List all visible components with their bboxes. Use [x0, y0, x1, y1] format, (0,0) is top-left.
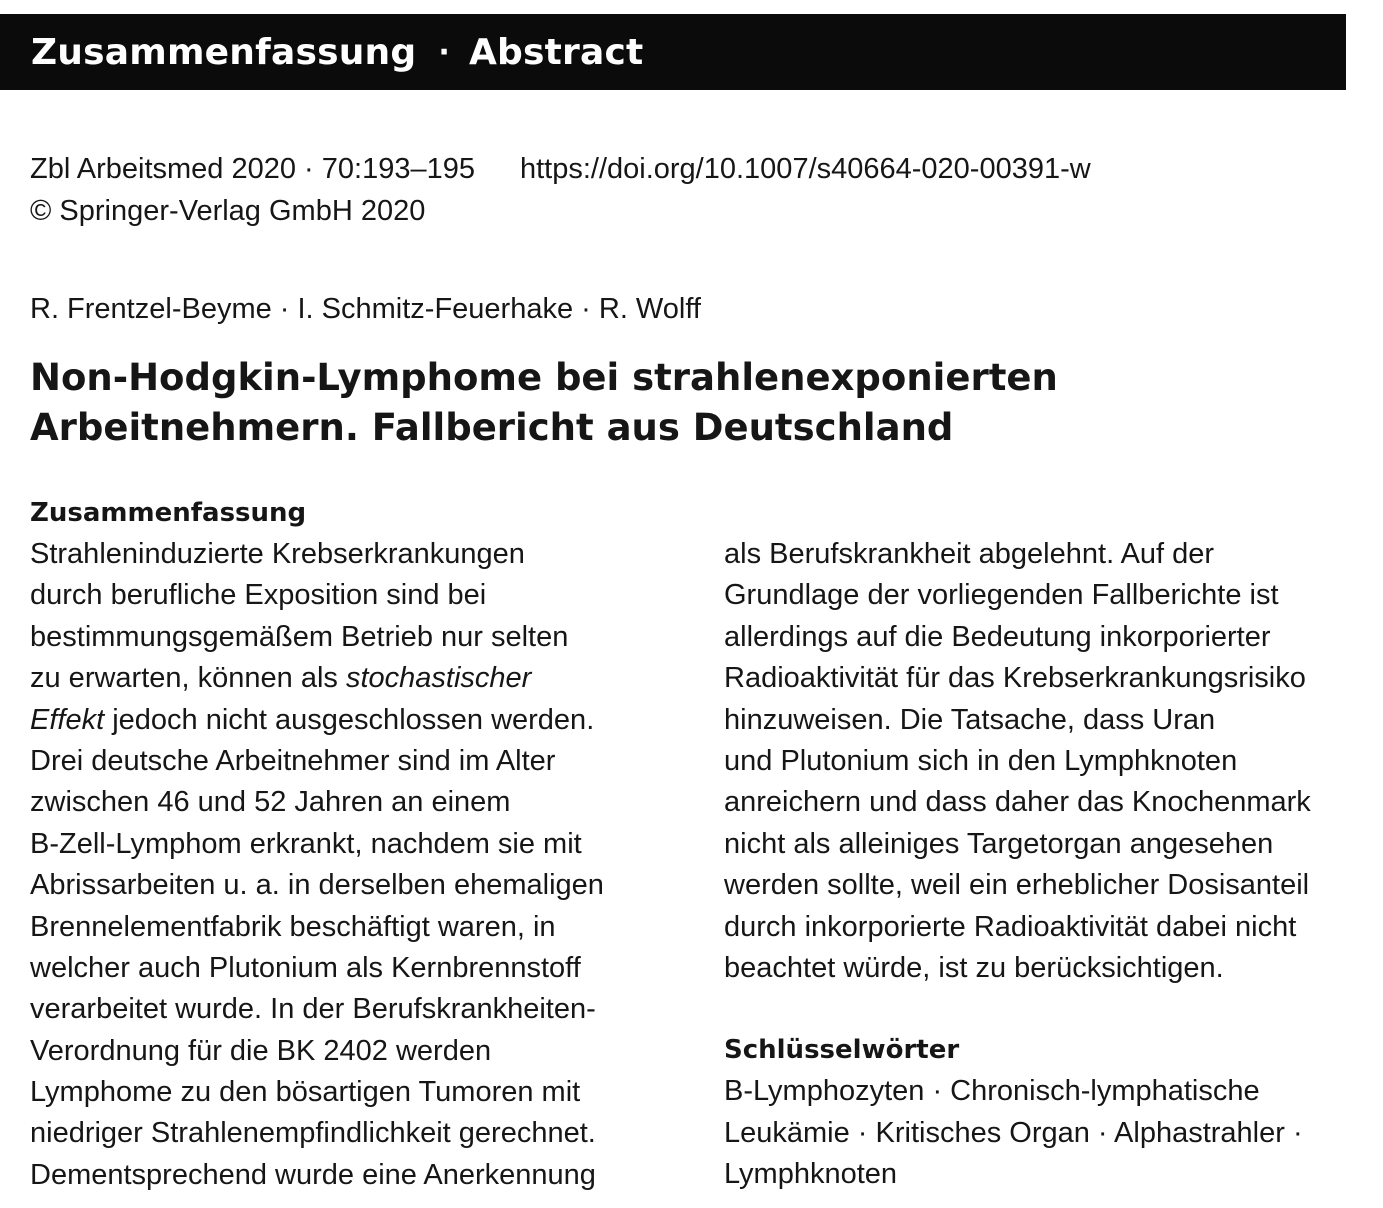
italic-term: stochastischer — [345, 662, 532, 695]
abstract-column-left — [30, 493, 670, 1196]
summary-line — [30, 700, 670, 741]
summary-line: Lymphome zu den bösartigen Tumoren mit — [30, 1076, 581, 1109]
summary-line: Drei deutsche Arbeitnehmer sind im Alter — [30, 744, 556, 777]
keywords-line: Leukämie · Kritisches Organ · Alphastrahler · — [724, 1116, 1303, 1149]
copyright: © Springer-Verlag GmbH 2020 — [30, 195, 426, 227]
banner-separator: · — [438, 34, 450, 70]
summary-line: Dementsprechend wurde eine Anerkennung — [30, 1158, 596, 1191]
summary-text: jedoch nicht ausgeschlossen werden. — [112, 703, 595, 736]
italic-term: Effekt — [30, 703, 105, 736]
title-line-2: Arbeitnehmern. Fallbericht aus Deutschland — [30, 406, 954, 449]
summary-line: beachtet würde, ist zu berücksichtigen. — [724, 951, 1224, 984]
summary-line: verarbeitet wurde. In der Berufskrankheiten- — [30, 993, 596, 1026]
summary-line: nicht als alleiniges Targetorgan angesehen — [724, 827, 1274, 860]
summary-line: Abrissarbeiten u. a. in derselben ehemaligen — [30, 869, 604, 902]
banner-zusammenfassung: Zusammenfassung — [31, 31, 417, 73]
summary-line: werden sollte, weil ein erheblicher Dosisanteil — [724, 869, 1310, 902]
summary-line: durch inkorporierte Radioaktivität dabei nicht — [724, 910, 1297, 943]
doi-link[interactable]: https://doi.org/10.1007/s40664-020-00391-w — [519, 153, 1091, 185]
summary-line: durch berufliche Exposition sind bei — [30, 579, 487, 612]
summary-line: allerdings auf die Bedeutung inkorporierter — [724, 620, 1271, 653]
summary-line: Verordnung für die BK 2402 werden — [30, 1034, 492, 1067]
journal-citation: Zbl Arbeitsmed 2020 · 70:193–195 — [30, 153, 475, 185]
summary-line: Strahleninduzierte Krebserkrankungen — [30, 538, 525, 570]
summary-line: niedriger Strahlenempfindlichkeit gerechnet. — [30, 1117, 596, 1150]
summary-line: B-Zell-Lymphom erkrankt, nachdem sie mit — [30, 827, 582, 860]
summary-line: hinzuweisen. Die Tatsache, dass Uran — [724, 703, 1216, 736]
section-gap — [724, 989, 1364, 1009]
abstract-column-right — [724, 493, 1364, 1195]
summary-heading: Zusammenfassung — [30, 498, 307, 528]
summary-line: als Berufskrankheit abgelehnt. Auf der — [724, 538, 1215, 570]
summary-line — [30, 658, 670, 699]
summary-line: Brennelementfabrik beschäftigt waren, in — [30, 910, 556, 943]
keywords-heading: Schlüsselwörter — [724, 1035, 960, 1066]
keywords-line: B-Lymphozyten · Chronisch-lymphatische — [724, 1075, 1260, 1108]
keywords-line: Lymphknoten — [724, 1158, 898, 1191]
summary-line: anreichern und dass daher das Knochenmark — [724, 786, 1311, 819]
summary-line: und Plutonium sich in den Lymphknoten — [724, 744, 1238, 777]
author-list: R. Frentzel-Beyme · I. Schmitz-Feuerhake · R. Wolff — [30, 293, 701, 325]
citation-block — [30, 148, 1270, 232]
section-banner — [0, 14, 1346, 90]
title-line-1: Non-Hodgkin-Lymphome bei strahlenexponierten — [30, 356, 1058, 399]
summary-text: zu erwarten, können als — [30, 662, 346, 695]
summary-line: Grundlage der vorliegenden Fallberichte ist — [724, 579, 1279, 612]
summary-line: Radioaktivität für das Krebserkrankungsrisiko — [724, 662, 1306, 695]
summary-line: bestimmungsgemäßem Betrieb nur selten — [30, 620, 569, 653]
summary-line: zwischen 46 und 52 Jahren an einem — [30, 786, 511, 819]
article-title — [30, 353, 1130, 453]
summary-line: welcher auch Plutonium als Kernbrennstoff — [30, 951, 581, 984]
banner-abstract: Abstract — [468, 31, 644, 73]
